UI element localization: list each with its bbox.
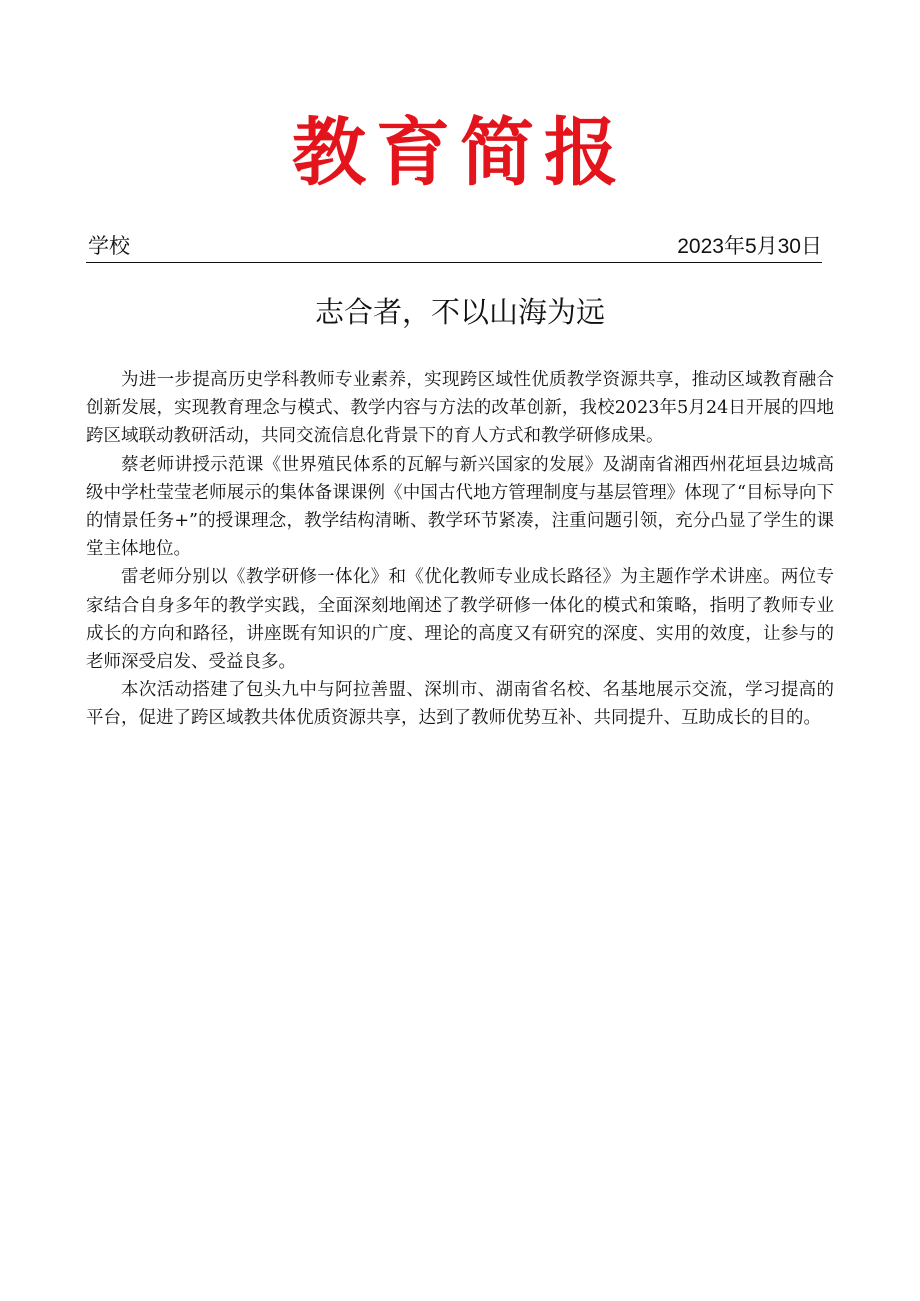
article-headline: 志合者，不以山海为远 xyxy=(314,295,605,329)
article-paragraph: 本次活动搭建了包头九中与阿拉善盟、深圳市、湖南省名校、名基地展示交流，学习提高的平台，促进了跨区域教共体优质资源共享，达到了教师优势互补、共同提升、互助成长的目的。 xyxy=(86,680,834,729)
bulletin-masthead: 教育简报 xyxy=(292,110,628,196)
article-paragraph: 雷老师分别以《教学研修一体化》和《优化教师专业成长路径》为主题作学术讲座。两位专家结合自身多年的教学实践，全面深刻地阐述了教学研修一体化的模式和策略，指明了教师专业成长的方向和路径，讲座既有知识的广度、理论的高度又有研究的深度、实用的效度，让参与的老师深受启发、受益良多。 xyxy=(86,567,834,673)
issue-date: 2023年5月30日 xyxy=(677,235,822,258)
header-info-line xyxy=(86,232,822,263)
article-body xyxy=(86,366,834,733)
article-paragraph: 为进一步提高历史学科教师专业素养，实现跨区域性优质教学资源共享，推动区域教育融合创新发展，实现教育理念与模式、教学内容与方法的改革创新，我校2023年5月24日开展的四地跨区域联动教研活动，共同交流信息化背景下的育人方式和教学研修成果。 xyxy=(86,370,834,447)
article-paragraph: 蔡老师讲授示范课《世界殖民体系的瓦解与新兴国家的发展》及湖南省湘西州花垣县边城高级中学杜莹莹老师展示的集体备课课例《中国古代地方管理制度与基层管理》体现了“目标导向下的情景任务+”的授课理念，教学结构清晰、教学环节紧凑，注重问题引领，充分凸显了学生的课堂主体地位。 xyxy=(86,454,834,560)
school-label: 学校 xyxy=(88,235,130,258)
